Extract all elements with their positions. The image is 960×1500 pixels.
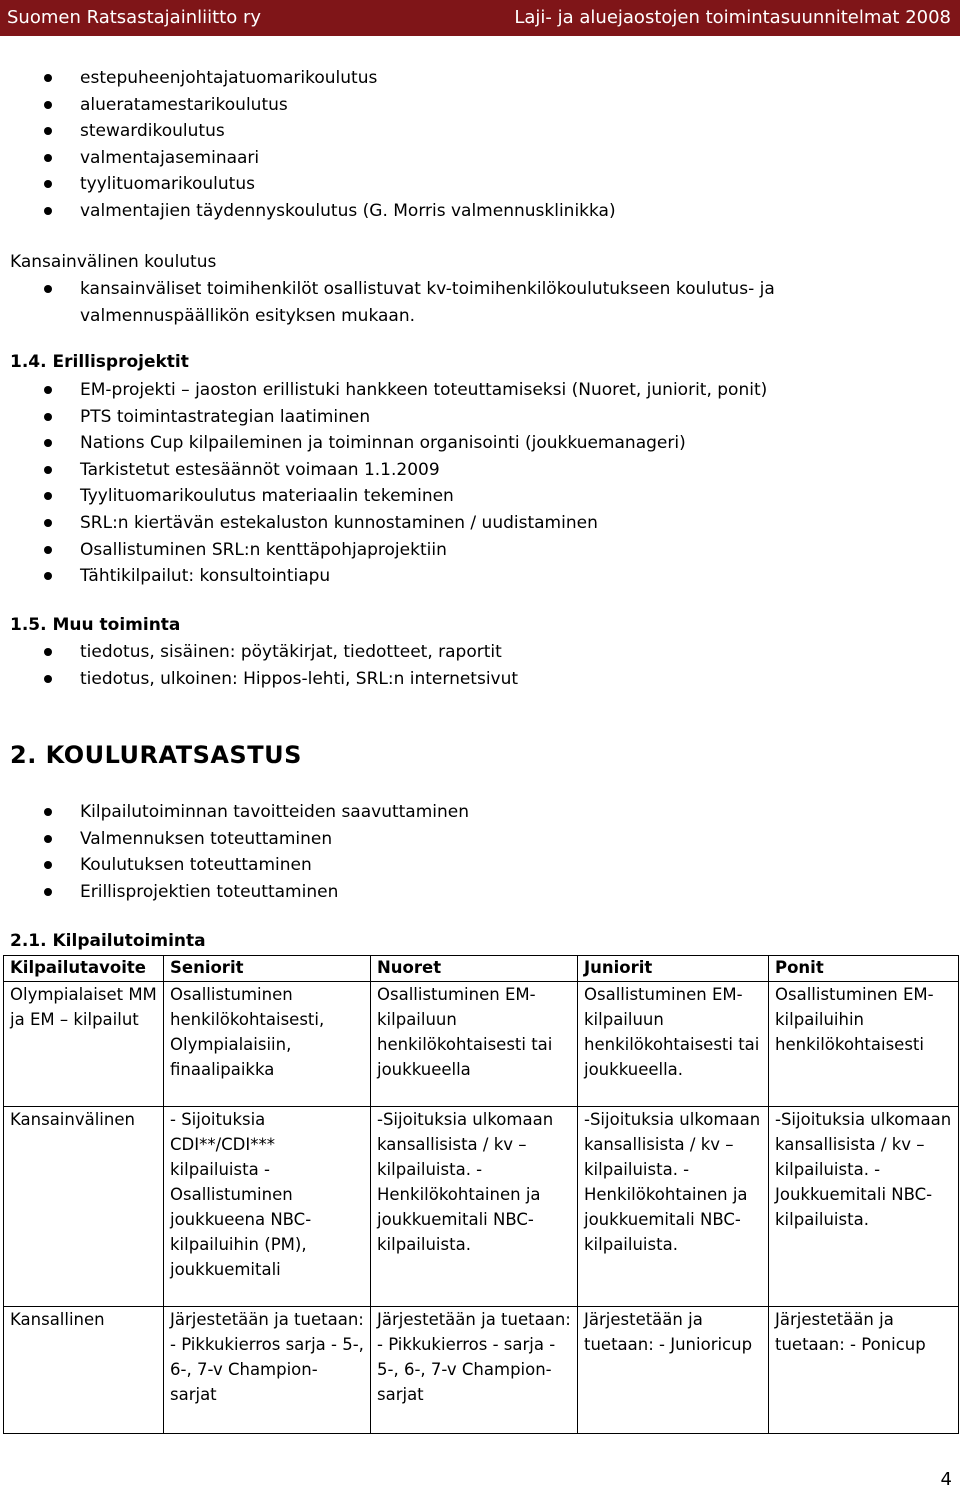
list-item: Valmennuksen toteuttaminen: [44, 826, 469, 853]
table-cell: -Sijoituksia ulkomaan kansallisista / kv – kilpailuista. - Henkilökohtainen ja joukkuemitali NBC-kilpailuista.: [578, 1107, 769, 1307]
table-cell: Kansallinen: [4, 1307, 164, 1434]
table-cell: Järjestetään ja tuetaan: - Ponicup: [769, 1307, 959, 1434]
list-item: tiedotus, ulkoinen: Hippos-lehti, SRL:n internetsivut: [44, 666, 518, 693]
column-header: Seniorit: [164, 956, 371, 982]
competition-goals-table: [3, 955, 959, 1434]
table-row: [4, 982, 959, 1107]
column-header: Ponit: [769, 956, 959, 982]
bullet-icon: [44, 519, 52, 527]
table-cell: Osallistuminen EM-kilpailuun henkilökohtaisesti tai joukkueella: [371, 982, 578, 1107]
list-item: valmentajaseminaari: [44, 145, 616, 172]
list-item: Osallistuminen SRL:n kenttäpohjaprojektiin: [44, 537, 767, 564]
table-row: [4, 1307, 959, 1434]
list-item: valmentajien täydennyskoulutus (G. Morris valmennusklinikka): [44, 198, 616, 225]
section-1-4-heading: 1.4. Erillisprojektit: [10, 352, 189, 372]
intl-training-heading: Kansainvälinen koulutus: [10, 252, 217, 272]
dressage-goals-list: [44, 799, 469, 905]
table-cell: -Sijoituksia ulkomaan kansallisista / kv – kilpailuista. -Joukkuemitali NBC-kilpailuista.: [769, 1107, 959, 1307]
table-cell: Olympialaiset MM ja EM – kilpailut: [4, 982, 164, 1107]
bullet-icon: [44, 154, 52, 162]
list-item: SRL:n kiertävän estekaluston kunnostaminen / uudistaminen: [44, 510, 767, 537]
list-item: Tyylituomarikoulutus materiaalin tekeminen: [44, 483, 767, 510]
table-cell: Järjestetään ja tuetaan: - Junioricup: [578, 1307, 769, 1434]
bullet-icon: [44, 572, 52, 580]
bullet-icon: [44, 835, 52, 843]
bullet-icon: [44, 285, 52, 293]
list-item: estepuheenjohtajatuomarikoulutus: [44, 65, 616, 92]
section-2-1-heading: 2.1. Kilpailutoiminta: [10, 931, 206, 951]
bullet-icon: [44, 386, 52, 394]
list-item: Erillisprojektien toteuttaminen: [44, 879, 469, 906]
list-item: tiedotus, sisäinen: pöytäkirjat, tiedotteet, raportit: [44, 639, 518, 666]
intl-training-list: [44, 276, 804, 329]
list-item: Nations Cup kilpaileminen ja toiminnan organisointi (joukkuemanageri): [44, 430, 767, 457]
column-header: Kilpailutavoite: [4, 956, 164, 982]
bullet-icon: [44, 466, 52, 474]
bullet-icon: [44, 648, 52, 656]
column-header: Nuoret: [371, 956, 578, 982]
list-item: Tarkistetut estesäännöt voimaan 1.1.2009: [44, 457, 767, 484]
projects-list: [44, 377, 767, 590]
other-activities-list: [44, 639, 518, 692]
list-item: Tähtikilpailut: konsultointiapu: [44, 563, 767, 590]
bullet-icon: [44, 861, 52, 869]
table-cell: Järjestetään ja tuetaan: - Pikkukierros - sarja - 5-, 6-, 7-v Champion-sarjat: [371, 1307, 578, 1434]
bullet-icon: [44, 101, 52, 109]
training-list: [44, 65, 616, 225]
bullet-icon: [44, 207, 52, 215]
section-1-5-heading: 1.5. Muu toiminta: [10, 615, 181, 635]
page-number: 4: [940, 1469, 952, 1490]
bullet-icon: [44, 675, 52, 683]
bullet-icon: [44, 492, 52, 500]
bullet-icon: [44, 180, 52, 188]
table-cell: Osallistuminen EM-kilpailuihin henkilökohtaisesti: [769, 982, 959, 1107]
table-row: [4, 1107, 959, 1307]
list-item: Kilpailutoiminnan tavoitteiden saavuttaminen: [44, 799, 469, 826]
table-header-row: [4, 956, 959, 982]
list-item: tyylituomarikoulutus: [44, 171, 616, 198]
table-cell: Osallistuminen henkilökohtaisesti, Olympialaisiin, finaalipaikka: [164, 982, 371, 1107]
bullet-icon: [44, 808, 52, 816]
bullet-icon: [44, 127, 52, 135]
header-document-title: Laji- ja aluejaostojen toimintasuunnitelmat 2008: [514, 7, 951, 28]
bullet-icon: [44, 74, 52, 82]
list-item: kansainväliset toimihenkilöt osallistuvat kv-toimihenkilökoulutukseen koulutus- ja valmennuspäällikön esityksen mukaan.: [44, 276, 804, 329]
bullet-icon: [44, 439, 52, 447]
bullet-icon: [44, 413, 52, 421]
list-item: stewardikoulutus: [44, 118, 616, 145]
table-cell: Järjestetään ja tuetaan: - Pikkukierros sarja - 5-, 6-, 7-v Champion-sarjat: [164, 1307, 371, 1434]
bullet-icon: [44, 546, 52, 554]
list-item: PTS toimintastrategian laatiminen: [44, 404, 767, 431]
bullet-icon: [44, 888, 52, 896]
list-item: EM-projekti – jaoston erillistuki hankkeen toteuttamiseksi (Nuoret, juniorit, ponit): [44, 377, 767, 404]
list-item: alueratamestarikoulutus: [44, 92, 616, 119]
table-cell: Kansainvälinen: [4, 1107, 164, 1307]
table-cell: Osallistuminen EM-kilpailuun henkilökohtaisesti tai joukkueella.: [578, 982, 769, 1107]
column-header: Juniorit: [578, 956, 769, 982]
header-organization: Suomen Ratsastajainliitto ry: [7, 7, 262, 28]
table-cell: - Sijoituksia CDI**/CDI*** kilpailuista -Osallistuminen joukkueena NBC-kilpailuihin (PM), joukkuemitali: [164, 1107, 371, 1307]
section-2-heading: 2. KOULURATSASTUS: [10, 741, 302, 769]
page-header: [0, 0, 960, 36]
list-item: Koulutuksen toteuttaminen: [44, 852, 469, 879]
table-cell: -Sijoituksia ulkomaan kansallisista / kv – kilpailuista. -Henkilökohtainen ja joukkuemitali NBC-kilpailuista.: [371, 1107, 578, 1307]
